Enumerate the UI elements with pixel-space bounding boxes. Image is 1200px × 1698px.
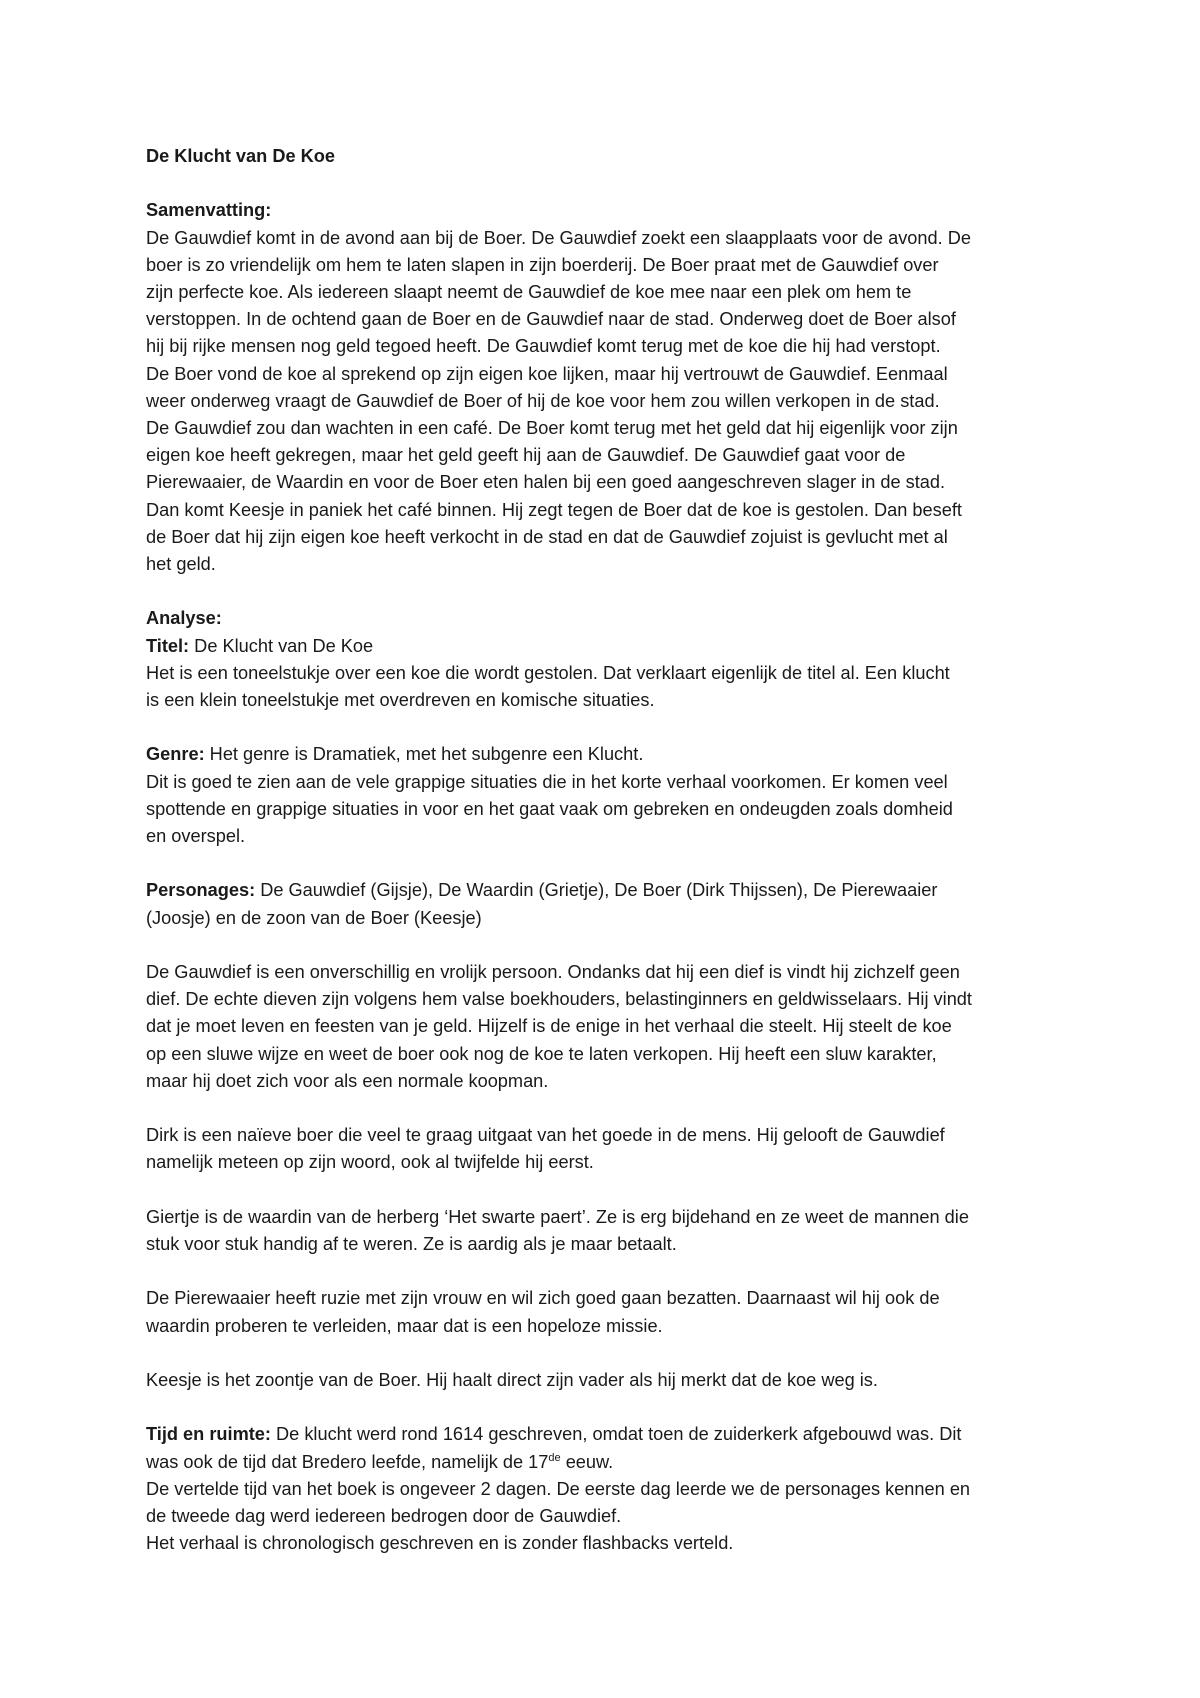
genre-text-line: Dit is goed te zien aan de vele grappige situaties die in het korte verhaal voorkomen. Er komen veel: [146, 771, 948, 792]
personages-line: (Joosje) en de zoon van de Boer (Keesje): [146, 907, 482, 928]
summary-line: De Boer vond de koe al sprekend op zijn eigen koe lijken, maar hij vertrouwt de Gauwdief. Eenmaal: [146, 363, 948, 384]
character-line: dat je moet leven en feesten van je geld. Hijzelf is de enige in het verhaal die steelt. Hij steelt de koe: [146, 1016, 952, 1037]
summary-line: verstoppen. In de ochtend gaan de Boer en de Gauwdief naar de stad. Onderweg doet de Boer alsof: [146, 309, 956, 330]
personages-line: [146, 877, 1076, 904]
spacer: [146, 1095, 1076, 1122]
summary-line: De Gauwdief komt in de avond aan bij de Boer. De Gauwdief zoekt een slaapplaats voor de avond. De: [146, 227, 972, 248]
spacer: [146, 714, 1076, 741]
summary-heading: Samenvatting:: [146, 200, 272, 221]
analysis-heading: Analyse:: [146, 608, 222, 629]
character-giertje: [146, 1204, 1076, 1258]
genre-text-line: en overspel.: [146, 826, 246, 847]
tijd-label: Tijd en ruimte:: [146, 1424, 271, 1445]
character-line: waardin proberen te verleiden, maar dat is een hopeloze missie.: [146, 1315, 663, 1336]
superscript: de: [548, 1451, 561, 1464]
spacer: [146, 170, 1076, 197]
spacer: [146, 932, 1076, 959]
titel-line: [146, 633, 1076, 660]
titel-label: Titel:: [146, 635, 190, 656]
titel-text-line: Het is een toneelstukje over een koe die wordt gestolen. Dat verklaart eigenlijk de titel al. Een klucht: [146, 662, 950, 683]
titel-value: De Klucht van De Koe: [189, 635, 374, 656]
summary-line: boer is zo vriendelijk om hem te laten slapen in zijn boerderij. De Boer praat met de Gauwdief over: [146, 254, 939, 275]
tijd-line: [146, 1421, 1076, 1448]
character-line: dief. De echte dieven zijn volgens hem valse boekhouders, belastinginners en geldwisselaars. Hij vindt: [146, 989, 972, 1010]
spacer: [146, 1394, 1076, 1421]
character-line: De Pierewaaier heeft ruzie met zijn vrouw en wil zich goed gaan bezatten. Daarnaast wil hij ook de: [146, 1288, 940, 1309]
character-line: maar hij doet zich voor als een normale koopman.: [146, 1070, 549, 1091]
summary-line: De Gauwdief zou dan wachten in een café. De Boer komt terug met het geld dat hij eigenlijk voor zijn: [146, 418, 958, 439]
character-gauwdief: [146, 959, 1076, 1095]
spacer: [146, 1258, 1076, 1285]
character-pierewaaier: [146, 1285, 1076, 1339]
summary-line: het geld.: [146, 554, 216, 575]
spacer: [146, 1340, 1076, 1367]
tijd-value: De klucht werd rond 1614 geschreven, omdat toen de zuiderkerk afgebouwd was. Dit: [270, 1424, 962, 1445]
spacer: [146, 578, 1076, 605]
genre-value: Het genre is Dramatiek, met het subgenre een Klucht.: [204, 744, 644, 765]
personages-value: De Gauwdief (Gijsje), De Waardin (Grietje), De Boer (Dirk Thijssen), De Pierewaaier: [255, 880, 938, 901]
tijd-text-line: de tweede dag werd iedereen bedrogen door de Gauwdief.: [146, 1506, 622, 1526]
document-page: [146, 143, 1076, 1557]
tijd-text-line: De vertelde tijd van het boek is ongeveer 2 dagen. De eerste dag leerde we de personages kennen en: [146, 1478, 971, 1499]
summary-line: eigen koe heeft gekregen, maar het geld geeft hij aan de Gauwdief. De Gauwdief gaat voor de: [146, 445, 906, 466]
character-line: namelijk meteen op zijn woord, ook al twijfelde hij eerst.: [146, 1152, 594, 1173]
summary-line: Pierewaaier, de Waardin en voor de Boer eten halen bij een goed aangeschreven slager in de stad.: [146, 472, 946, 493]
personages-label: Personages:: [146, 880, 256, 901]
summary-line: hij bij rijke mensen nog geld tegoed heeft. De Gauwdief komt terug met de koe die hij had verstopt.: [146, 336, 941, 357]
tijd-text-line: Het verhaal is chronologisch geschreven en is zonder flashbacks verteld.: [146, 1533, 734, 1554]
character-line: op een sluwe wijze en weet de boer ook nog de koe te laten verkopen. Hij heeft een sluw karakter,: [146, 1043, 937, 1064]
spacer: [146, 1177, 1076, 1204]
spacer: [146, 850, 1076, 877]
character-line: Keesje is het zoontje van de Boer. Hij haalt direct zijn vader als hij merkt dat de koe weg is.: [146, 1370, 878, 1390]
summary-paragraph: [146, 225, 1076, 579]
titel-text-line: is een klein toneelstukje met overdreven en komische situaties.: [146, 690, 655, 711]
genre-label: Genre:: [146, 744, 205, 765]
document-title: De Klucht van De Koe: [146, 146, 335, 166]
character-keesje: [146, 1367, 1076, 1394]
character-line: Dirk is een naïeve boer die veel te graag uitgaat van het goede in de mens. Hij gelooft de Gauwdief: [146, 1125, 945, 1146]
tijd-line: was ook de tijd dat Bredero leefde, namelijk de 17de eeuw.: [146, 1451, 614, 1472]
character-dirk: [146, 1122, 1076, 1176]
character-line: De Gauwdief is een onverschillig en vrolijk persoon. Ondanks dat hij een dief is vindt hij zichzelf geen: [146, 962, 960, 983]
summary-line: zijn perfecte koe. Als iedereen slaapt neemt de Gauwdief de koe mee naar een plek om hem te: [146, 282, 912, 302]
summary-line: Dan komt Keesje in paniek het café binnen. Hij zegt tegen de Boer dat de koe is gestolen. Dan beseft: [146, 499, 962, 520]
summary-line: de Boer dat hij zijn eigen koe heeft verkocht in de stad en dat de Gauwdief zojuist is gevlucht met al: [146, 526, 948, 547]
genre-text-line: spottende en grappige situaties in voor en het gaat vaak om gebreken en ondeugden zoals domheid: [146, 798, 953, 819]
genre-line: [146, 741, 1076, 768]
summary-line: weer onderweg vraagt de Gauwdief de Boer of hij de koe voor hem zou willen verkopen in de stad.: [146, 390, 940, 411]
character-line: stuk voor stuk handig af te weren. Ze is aardig als je maar betaalt.: [146, 1234, 677, 1255]
character-line: Giertje is de waardin van de herberg ‘Het swarte paert’. Ze is erg bijdehand en ze weet de mannen die: [146, 1206, 969, 1227]
